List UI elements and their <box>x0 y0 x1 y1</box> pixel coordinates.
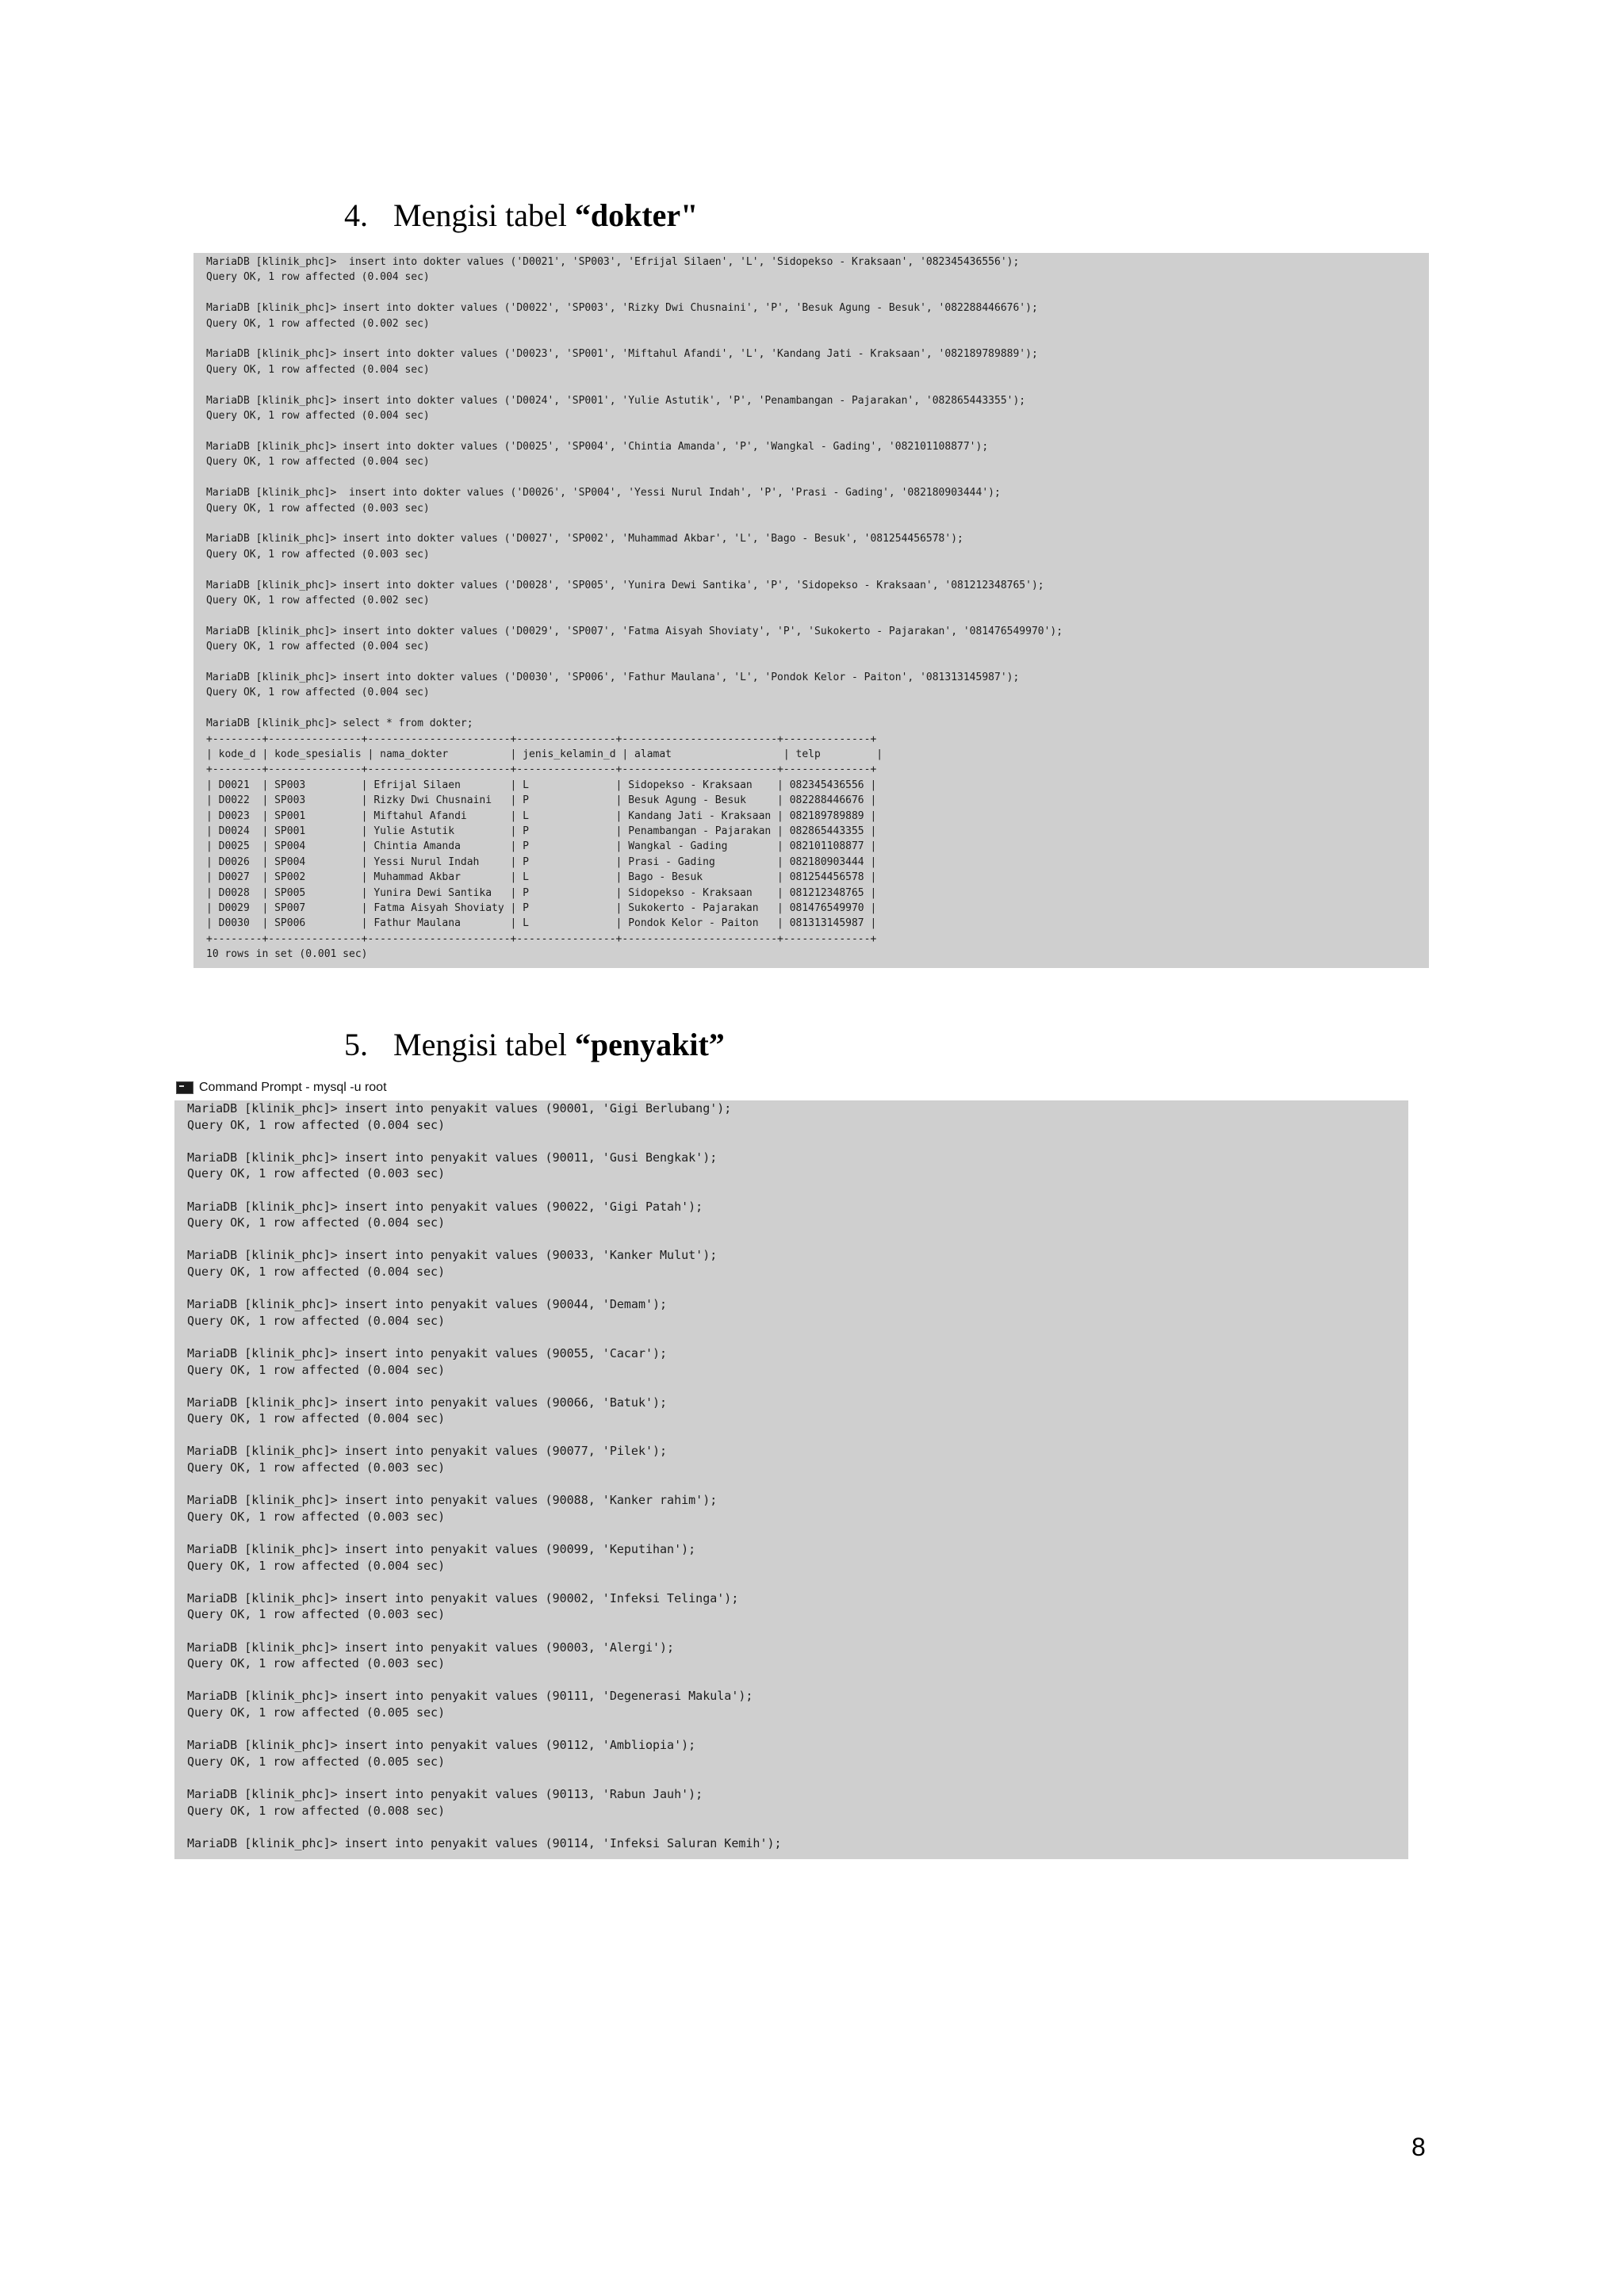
terminal-line: MariaDB [klinik_phc]> insert into dokter values ('D0024', 'SP001', 'Yulie Astutik', 'P', 'Penambangan - Pajarakan', '082865443355'); <box>206 394 1026 407</box>
terminal-line: MariaDB [klinik_phc]> insert into penyakit values (90011, 'Gusi Bengkak'); <box>187 1150 718 1165</box>
terminal-line: Query OK, 1 row affected (0.004 sec) <box>187 1215 446 1230</box>
terminal-line: Query OK, 1 row affected (0.004 sec) <box>206 363 430 376</box>
terminal-line: MariaDB [klinik_phc]> insert into dokter values ('D0023', 'SP001', 'Miftahul Afandi', 'L', 'Kandang Jati - Kraksaan', '082189789889'); <box>206 348 1038 361</box>
terminal-line: +--------+---------------+-----------------------+----------------+-------------------------+--------------+ <box>206 932 877 945</box>
terminal-line: | D0023 | SP001 | Miftahul Afandi | L | Kandang Jati - Kraksaan | 082189789889 | <box>206 809 877 822</box>
terminal-line <box>206 608 1416 623</box>
terminal-line: Query OK, 1 row affected (0.002 sec) <box>206 594 430 607</box>
terminal-line <box>206 655 1416 670</box>
terminal-line: MariaDB [klinik_phc]> insert into penyakit values (90044, 'Demam'); <box>187 1297 668 1312</box>
terminal-line: Query OK, 1 row affected (0.004 sec) <box>187 1411 446 1426</box>
section-4-text: Mengisi tabel <box>393 197 575 233</box>
terminal-line: | kode_d | kode_spesialis | nama_dokter | jenis_kelamin_d | alamat | telp | <box>206 748 883 760</box>
terminal-line: Query OK, 1 row affected (0.003 sec) <box>187 1509 446 1524</box>
terminal-line: MariaDB [klinik_phc]> insert into penyakit values (90077, 'Pilek'); <box>187 1444 668 1459</box>
section-4-heading <box>344 197 699 233</box>
terminal-line: Query OK, 1 row affected (0.003 sec) <box>187 1166 446 1181</box>
terminal-line: Query OK, 1 row affected (0.004 sec) <box>206 271 430 284</box>
terminal-line: MariaDB [klinik_phc]> insert into penyakit values (90003, 'Alergi'); <box>187 1640 675 1655</box>
terminal-line: MariaDB [klinik_phc]> insert into penyakit values (90099, 'Keputihan'); <box>187 1542 696 1557</box>
terminal-line <box>187 1182 1396 1199</box>
terminal-line: Query OK, 1 row affected (0.004 sec) <box>187 1362 446 1377</box>
terminal-line: +--------+---------------+-----------------------+----------------+-------------------------+--------------+ <box>206 763 877 776</box>
terminal-line: MariaDB [klinik_phc]> insert into dokter values ('D0030', 'SP006', 'Fathur Maulana', 'L', 'Pondok Kelor - Paiton', '081313145987'); <box>206 671 1020 683</box>
terminal-line: | D0025 | SP004 | Chintia Amanda | P | Wangkal - Gading | 082101108877 | <box>206 840 877 853</box>
terminal-line: MariaDB [klinik_phc]> insert into penyakit values (90111, 'Degenerasi Makula'); <box>187 1689 753 1704</box>
terminal-line: Query OK, 1 row affected (0.004 sec) <box>187 1117 446 1132</box>
terminal-line <box>187 1672 1396 1689</box>
command-prompt-titlebar <box>176 1079 387 1096</box>
terminal-line <box>206 285 1416 300</box>
terminal-line: MariaDB [klinik_phc]> insert into dokter values ('D0027', 'SP002', 'Muhammad Akbar', 'L', 'Bago - Besuk', '081254456578'); <box>206 533 963 545</box>
terminal-line: | D0026 | SP004 | Yessi Nurul Indah | P | Prasi - Gading | 082180903444 | <box>206 855 877 868</box>
terminal-line: MariaDB [klinik_phc]> insert into penyakit values (90066, 'Batuk'); <box>187 1395 668 1410</box>
terminal-line: Query OK, 1 row affected (0.003 sec) <box>187 1460 446 1475</box>
terminal-line: MariaDB [klinik_phc]> select * from dokter; <box>206 718 473 730</box>
terminal-line: | D0024 | SP001 | Yulie Astutik | P | Penambangan - Pajarakan | 082865443355 | <box>206 825 877 838</box>
terminal-line: MariaDB [klinik_phc]> insert into dokter values ('D0026', 'SP004', 'Yessi Nurul Indah', 'P', 'Prasi - Gading', '082180903444'); <box>206 487 1001 499</box>
terminal-line <box>187 1819 1396 1835</box>
terminal-line <box>187 1231 1396 1248</box>
section-5-heading <box>344 1029 725 1061</box>
terminal-line: Query OK, 1 row affected (0.004 sec) <box>187 1264 446 1279</box>
section-5-table-name: “penyakit” <box>574 1027 725 1062</box>
terminal-line: Query OK, 1 row affected (0.005 sec) <box>187 1705 446 1720</box>
page-number: 8 <box>1411 2133 1426 2161</box>
section-4-number: 4. <box>344 197 368 233</box>
terminal-line: MariaDB [klinik_phc]> insert into penyakit values (90001, 'Gigi Berlubang'); <box>187 1101 732 1115</box>
terminal-line: MariaDB [klinik_phc]> insert into penyakit values (90055, 'Cacar'); <box>187 1345 668 1360</box>
terminal-line: Query OK, 1 row affected (0.008 sec) <box>187 1803 446 1818</box>
terminal-line: Query OK, 1 row affected (0.003 sec) <box>206 502 430 515</box>
terminal-line: Query OK, 1 row affected (0.004 sec) <box>206 641 430 653</box>
terminal-line <box>206 470 1416 485</box>
terminal-line: | D0030 | SP006 | Fathur Maulana | L | Pondok Kelor - Paiton | 081313145987 | <box>206 917 877 930</box>
terminal-line: Query OK, 1 row affected (0.004 sec) <box>206 410 430 423</box>
terminal-line: | D0028 | SP005 | Yunira Dewi Santika | P | Sidopekso - Kraksaan | 081212348765 | <box>206 886 877 899</box>
terminal-line <box>187 1476 1396 1493</box>
terminal-line: Query OK, 1 row affected (0.002 sec) <box>206 317 430 330</box>
command-prompt-icon <box>176 1081 193 1094</box>
terminal-line: MariaDB [klinik_phc]> insert into penyakit values (90114, 'Infeksi Saluran Kemih'); <box>187 1835 782 1850</box>
terminal-line <box>187 1623 1396 1640</box>
terminal-line <box>187 1280 1396 1297</box>
window-title: Command Prompt - mysql -u root <box>199 1081 387 1094</box>
terminal-line: Query OK, 1 row affected (0.004 sec) <box>187 1313 446 1328</box>
terminal-line <box>187 1329 1396 1345</box>
terminal-line <box>206 701 1416 716</box>
terminal-line: Query OK, 1 row affected (0.003 sec) <box>206 548 430 561</box>
terminal-line: MariaDB [klinik_phc]> insert into penyakit values (90088, 'Kanker rahim'); <box>187 1493 718 1508</box>
terminal-line: MariaDB [klinik_phc]> insert into penyakit values (90022, 'Gigi Patah'); <box>187 1199 703 1214</box>
terminal-line: Query OK, 1 row affected (0.005 sec) <box>187 1754 446 1769</box>
terminal-line: Query OK, 1 row affected (0.004 sec) <box>206 456 430 469</box>
terminal-line: | D0027 | SP002 | Muhammad Akbar | L | Bago - Besuk | 081254456578 | <box>206 871 877 884</box>
dokter-terminal-output <box>193 253 1429 968</box>
terminal-line <box>187 1133 1396 1150</box>
terminal-line: | D0021 | SP003 | Efrijal Silaen | L | Sidopekso - Kraksaan | 082345436556 | <box>206 779 877 791</box>
terminal-line <box>187 1378 1396 1395</box>
terminal-line: Query OK, 1 row affected (0.003 sec) <box>187 1656 446 1671</box>
terminal-line <box>206 377 1416 392</box>
terminal-line: 10 rows in set (0.001 sec) <box>206 948 368 961</box>
terminal-line <box>187 1427 1396 1444</box>
terminal-line: MariaDB [klinik_phc]> insert into penyakit values (90113, 'Rabun Jauh'); <box>187 1786 703 1801</box>
terminal-line: +--------+---------------+-----------------------+----------------+-------------------------+--------------+ <box>206 733 877 745</box>
section-5-text: Mengisi tabel <box>393 1027 575 1062</box>
terminal-line: | D0029 | SP007 | Fatma Aisyah Shoviaty | P | Sukokerto - Pajarakan | 081476549970 | <box>206 902 877 915</box>
terminal-line: MariaDB [klinik_phc]> insert into dokter values ('D0028', 'SP005', 'Yunira Dewi Santika', 'P', 'Sidopekso - Kraksaan', '081212348765'); <box>206 579 1044 591</box>
terminal-line <box>206 516 1416 531</box>
terminal-line <box>187 1574 1396 1590</box>
terminal-line <box>206 423 1416 438</box>
terminal-line <box>187 1525 1396 1541</box>
terminal-line: Query OK, 1 row affected (0.003 sec) <box>187 1607 446 1622</box>
terminal-line: MariaDB [klinik_phc]> insert into penyakit values (90112, 'Ambliopia'); <box>187 1738 696 1753</box>
terminal-line: MariaDB [klinik_phc]> insert into dokter values ('D0022', 'SP003', 'Rizky Dwi Chusnaini', 'P', 'Besuk Agung - Besuk', '082288446676'); <box>206 302 1038 315</box>
terminal-line <box>206 331 1416 346</box>
terminal-line: MariaDB [klinik_phc]> insert into penyakit values (90002, 'Infeksi Telinga'); <box>187 1590 739 1605</box>
terminal-line: Query OK, 1 row affected (0.004 sec) <box>187 1558 446 1573</box>
penyakit-terminal-output <box>174 1100 1408 1859</box>
terminal-line: MariaDB [klinik_phc]> insert into dokter values ('D0029', 'SP007', 'Fatma Aisyah Shoviaty', 'P', 'Sukokerto - Pajarakan', '081476549970'); <box>206 625 1063 637</box>
terminal-line: Query OK, 1 row affected (0.004 sec) <box>206 687 430 699</box>
terminal-line: MariaDB [klinik_phc]> insert into dokter values ('D0021', 'SP003', 'Efrijal Silaen', 'L', 'Sidopekso - Kraksaan', '082345436556'); <box>206 256 1020 268</box>
terminal-line: MariaDB [klinik_phc]> insert into penyakit values (90033, 'Kanker Mulut'); <box>187 1248 718 1263</box>
terminal-line <box>206 562 1416 577</box>
section-5-number: 5. <box>344 1027 368 1062</box>
terminal-line <box>187 1721 1396 1738</box>
terminal-line: | D0022 | SP003 | Rizky Dwi Chusnaini | P | Besuk Agung - Besuk | 082288446676 | <box>206 794 877 807</box>
terminal-line: MariaDB [klinik_phc]> insert into dokter values ('D0025', 'SP004', 'Chintia Amanda', 'P', 'Wangkal - Gading', '082101108877'); <box>206 440 989 453</box>
terminal-line <box>187 1770 1396 1786</box>
section-4-table-name: “dokter" <box>574 197 699 233</box>
